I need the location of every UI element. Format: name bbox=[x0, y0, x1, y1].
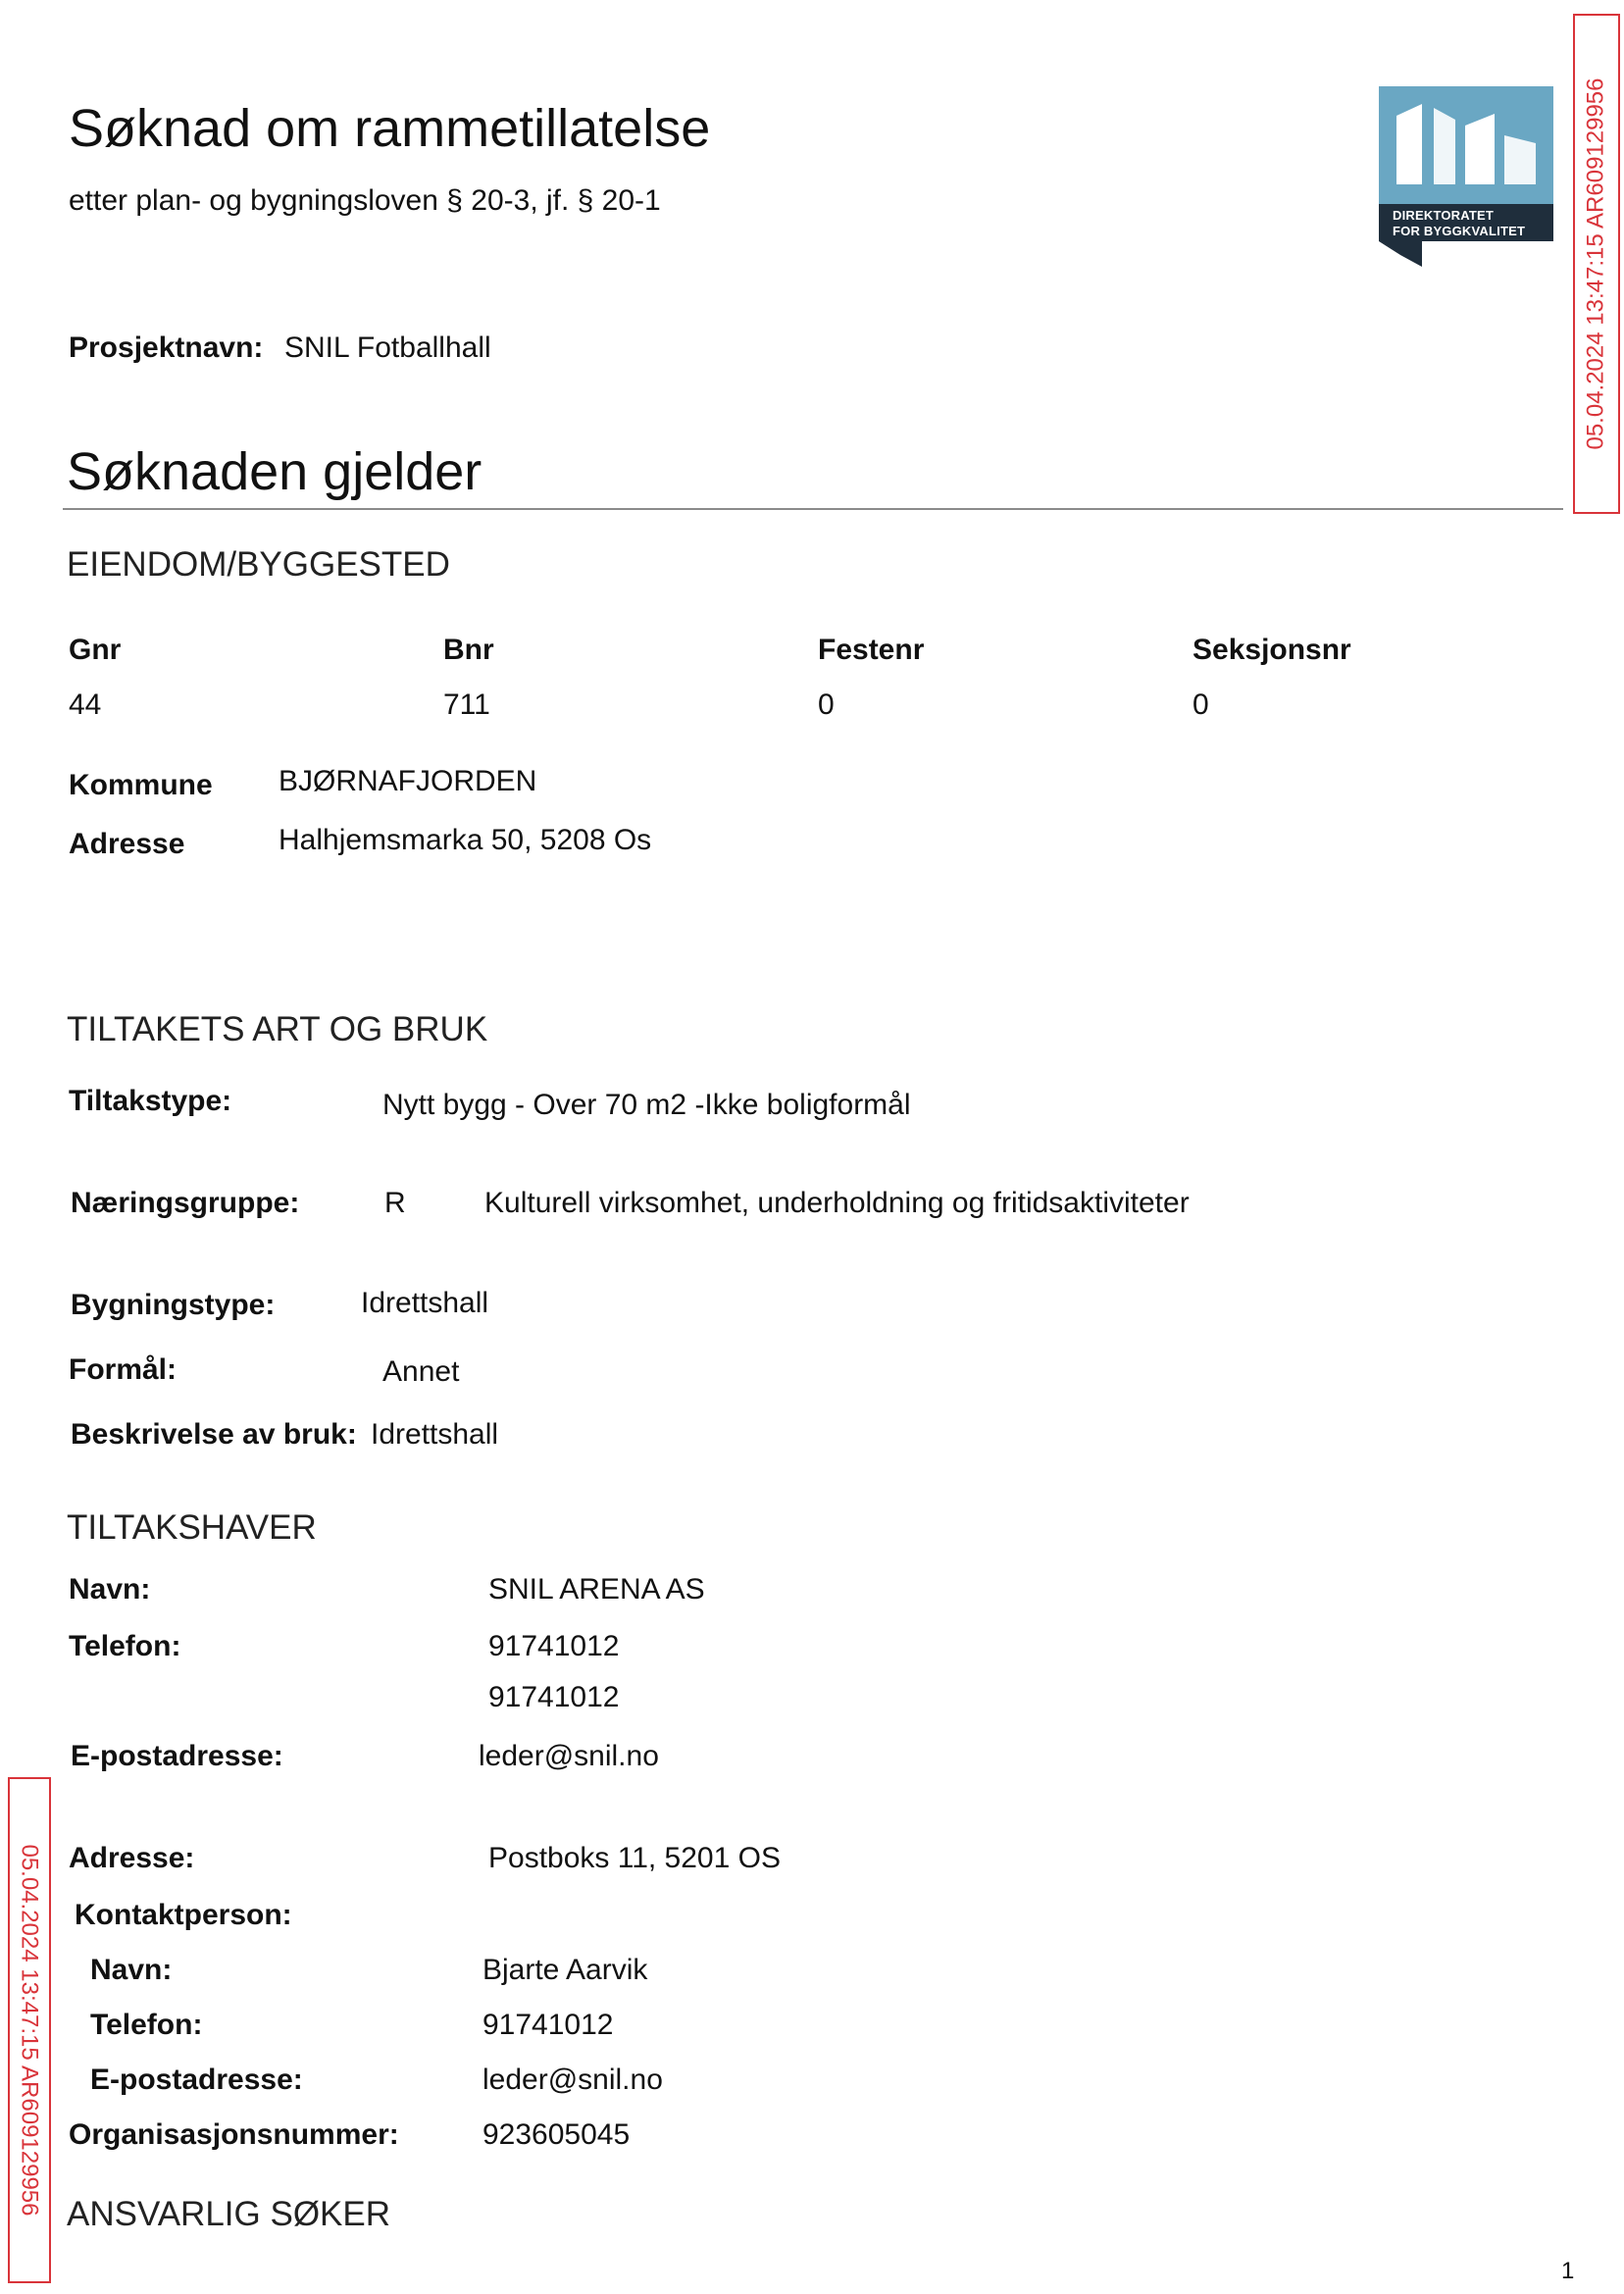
kommune-label: Kommune bbox=[69, 769, 213, 801]
naeringsgruppe-code: R bbox=[384, 1187, 406, 1219]
receipt-stamp-bottom bbox=[8, 1777, 51, 2283]
bnr-label: Bnr bbox=[443, 634, 494, 666]
logo-top-panel bbox=[1379, 86, 1553, 204]
page-subtitle: etter plan- og bygningsloven § 20-3, jf. § 20-1 bbox=[69, 184, 661, 217]
telefon-value-1: 91741012 bbox=[488, 1630, 620, 1662]
kontakt-epost-label: E-postadresse: bbox=[90, 2064, 303, 2096]
page-title: Søknad om rammetillatelse bbox=[69, 99, 711, 158]
logo-line2: FOR BYGGKVALITET bbox=[1393, 224, 1526, 238]
property-heading: EIENDOM/BYGGESTED bbox=[67, 545, 450, 584]
dibk-logo bbox=[1379, 86, 1553, 279]
gnr-value: 44 bbox=[69, 688, 102, 721]
receipt-stamp-text: 05.04.2024 13:47:15 AR609129956 bbox=[1583, 77, 1609, 450]
bnr-value: 711 bbox=[443, 688, 490, 721]
telefon-value-2: 91741012 bbox=[488, 1681, 620, 1713]
org-number-value: 923605045 bbox=[482, 2118, 631, 2151]
page-number: 1 bbox=[1561, 2258, 1575, 2284]
seksjonsnr-value: 0 bbox=[1193, 688, 1209, 721]
formaal-label: Formål: bbox=[69, 1353, 178, 1386]
bygningstype-label: Bygningstype: bbox=[71, 1289, 276, 1321]
section-heading: Søknaden gjelder bbox=[67, 442, 482, 501]
naeringsgruppe-value: Kulturell virksomhet, underholdning og fritidsaktiviteter bbox=[484, 1187, 1190, 1219]
adresse-label: Adresse: bbox=[69, 1842, 195, 1874]
project-name-value: SNIL Fotballhall bbox=[284, 331, 491, 364]
bygningstype-value: Idrettshall bbox=[361, 1287, 489, 1319]
tiltakstype-value: Nytt bygg - Over 70 m2 -Ikke boligformål bbox=[382, 1089, 911, 1121]
kommune-value: BJØRNAFJORDEN bbox=[279, 765, 537, 797]
epost-label: E-postadresse: bbox=[71, 1740, 283, 1772]
naeringsgruppe-label: Næringsgruppe: bbox=[71, 1187, 300, 1219]
section-divider bbox=[63, 508, 1563, 510]
gnr-label: Gnr bbox=[69, 634, 122, 666]
kontakt-telefon-label: Telefon: bbox=[90, 2009, 203, 2041]
building-icon bbox=[1379, 86, 1553, 204]
adresse-label: Adresse bbox=[69, 828, 185, 860]
beskrivelse-value: Idrettshall bbox=[371, 1418, 499, 1451]
telefon-label: Telefon: bbox=[69, 1630, 181, 1662]
ansvarlig-soker-heading: ANSVARLIG SØKER bbox=[67, 2195, 391, 2233]
navn-value: SNIL ARENA AS bbox=[488, 1573, 705, 1606]
tiltak-heading: TILTAKETS ART OG BRUK bbox=[67, 1010, 488, 1048]
kontakt-telefon-value: 91741012 bbox=[482, 2009, 614, 2041]
logo-line1: DIREKTORATET bbox=[1393, 208, 1495, 223]
kontaktperson-label: Kontaktperson: bbox=[75, 1899, 292, 1931]
seksjonsnr-label: Seksjonsnr bbox=[1193, 634, 1351, 666]
tiltakshaver-heading: TILTAKSHAVER bbox=[67, 1508, 317, 1547]
epost-value: leder@snil.no bbox=[479, 1740, 659, 1772]
project-name-label: Prosjektnavn: bbox=[69, 331, 264, 364]
kontakt-navn-value: Bjarte Aarvik bbox=[482, 1954, 648, 1986]
logo-bottom-panel bbox=[1379, 204, 1553, 241]
adresse-value: Postboks 11, 5201 OS bbox=[488, 1842, 781, 1874]
beskrivelse-label: Beskrivelse av bruk: bbox=[71, 1418, 357, 1451]
festenr-label: Festenr bbox=[818, 634, 925, 666]
navn-label: Navn: bbox=[69, 1573, 151, 1606]
adresse-value: Halhjemsmarka 50, 5208 Os bbox=[279, 824, 652, 856]
org-number-label: Organisasjonsnummer: bbox=[69, 2118, 399, 2151]
logo-flag-icon bbox=[1379, 241, 1422, 267]
receipt-stamp-text: 05.04.2024 13:47:15 AR609129956 bbox=[17, 1844, 43, 2217]
festenr-value: 0 bbox=[818, 688, 835, 721]
kontakt-epost-value: leder@snil.no bbox=[482, 2064, 663, 2096]
receipt-stamp-top bbox=[1573, 14, 1620, 514]
kontakt-navn-label: Navn: bbox=[90, 1954, 173, 1986]
tiltakstype-label: Tiltakstype: bbox=[69, 1085, 232, 1117]
formaal-value: Annet bbox=[382, 1355, 460, 1388]
